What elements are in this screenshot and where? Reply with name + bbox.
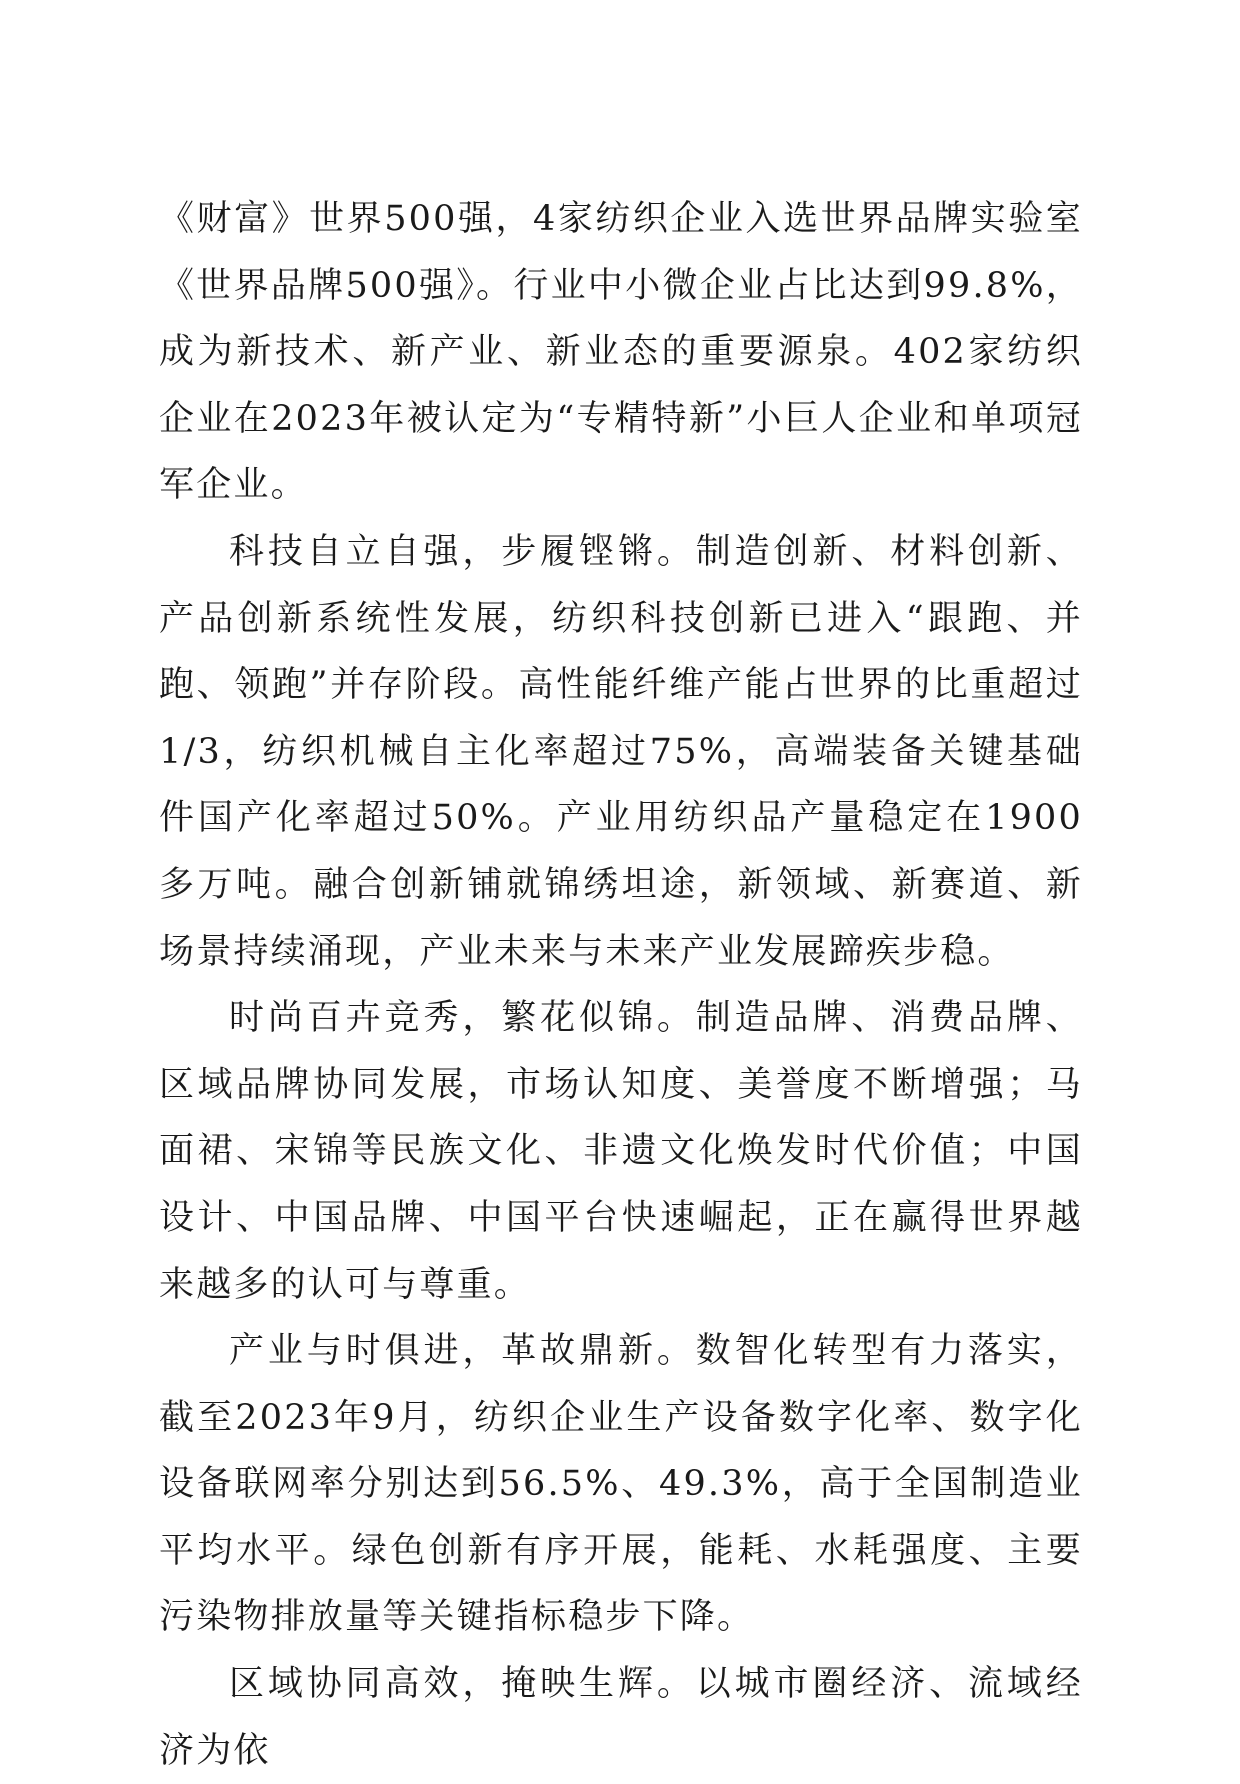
paragraph-fashion: 时尚百卉竞秀，繁花似锦。制造品牌、消费品牌、区域品牌协同发展，市场认知度、美誉度不断增强；马面裙、宋锦等民族文化、非遗文化焕发时代价值；中国设计、中国品牌、中国平台快速崛起，正在赢得世界越来越多的认可与尊重。 xyxy=(159,998,1083,1305)
paragraph-fortune-500: 《财富》世界500强，4家纺织企业入选世界品牌实验室《世界品牌500强》。行业中小微企业占比达到99.8%，成为新技术、新产业、新业态的重要源泉。402家纺织企业在2023年被认定为“专精特新”小巨人企业和单项冠军企业。 xyxy=(159,199,1083,506)
paragraph-industry-digital: 产业与时俱进，革故鼎新。数智化转型有力落实，截至2023年9月，纺织企业生产设备数字化率、数字化设备联网率分别达到56.5%、49.3%，高于全国制造业平均水平。绿色创新有序开展，能耗、水耗强度、主要污染物排放量等关键指标稳步下降。 xyxy=(159,1331,1083,1638)
paragraph-technology: 科技自立自强，步履铿锵。制造创新、材料创新、产品创新系统性发展，纺织科技创新已进入“跟跑、并跑、领跑”并存阶段。高性能纤维产能占世界的比重超过1/3，纺织机械自主化率超过75%，高端装备关键基础件国产化率超过50%。产业用纺织品产量稳定在1900多万吨。融合创新铺就锦绣坦途，新领域、新赛道、新场景持续涌现，产业未来与未来产业发展蹄疾步稳。 xyxy=(159,531,1083,972)
paragraph-regional: 区域协同高效，掩映生辉。以城市圈经济、流域经济为依 xyxy=(159,1664,1083,1771)
body-text xyxy=(159,186,1083,1784)
